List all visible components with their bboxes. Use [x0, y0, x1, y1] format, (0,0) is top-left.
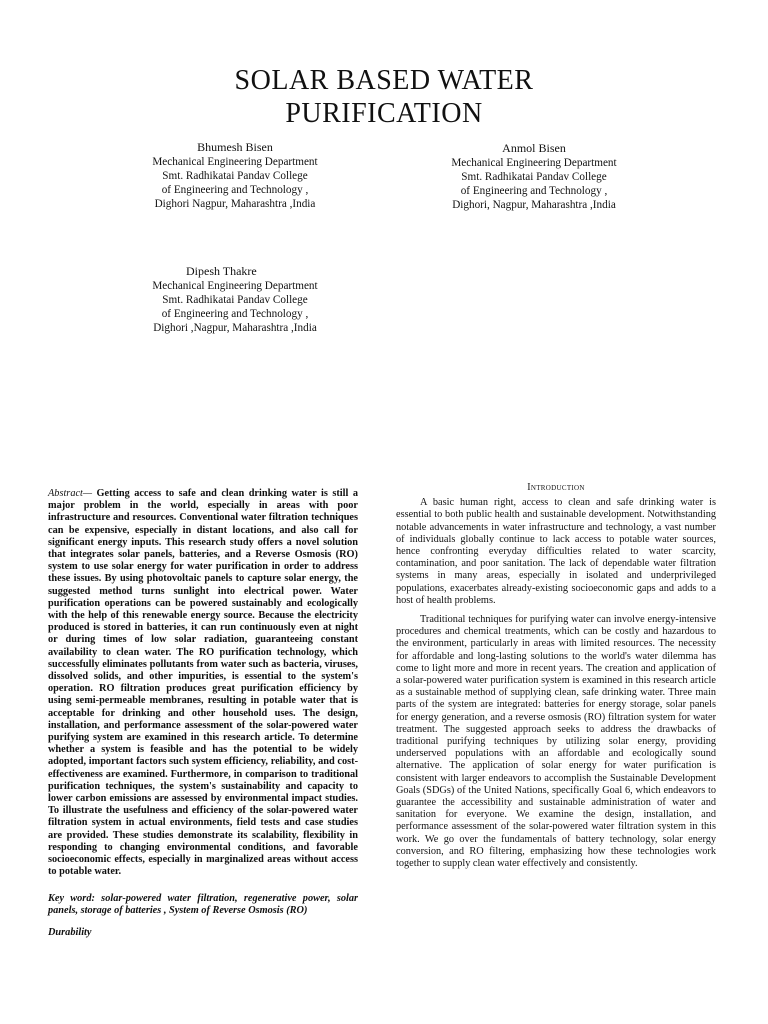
section-heading-introduction: Introduction	[527, 482, 585, 493]
title-line-1: SOLAR BASED WATER	[234, 65, 534, 96]
left-column	[48, 488, 358, 939]
author-block-2	[434, 141, 634, 212]
author-affiliation-line: Smt. Radhikatai Pandav College	[162, 170, 308, 182]
author-block-1	[140, 140, 330, 211]
abstract	[48, 488, 358, 879]
durability-label: Durability	[48, 926, 92, 938]
author-affiliation-line: Mechanical Engineering Department	[451, 157, 617, 169]
title-line-2: PURIFICATION	[285, 98, 483, 129]
abstract-text: Getting access to safe and clean drinking water is still a major problem in the world, especially in areas with poor infrastructure and resources. Conventional water filtration techniques can be expensive, especially in distant locations, and also call for significant energy inputs. This research study offers a novel solution that integrates solar panels, batteries, and a Reverse Osmosis (RO) system to use solar energy for water purification in order to address these issues. By using photovoltaic panels to capture solar energy, the suggested method turns sunlight into electrical power. Water purification operations can be powered sustainably and ecologically with the help of this renewable energy source. Because the electricity produced is stored in batteries, it can run continuously even at night or during times of low solar radiation, guaranteeing constant availability to clean water. The RO purification technology, which successfully eliminates pollutants from water such as bacteria, viruses, dissolved solids, and other impurities, is essential to the system's operation. RO filtration produces great purification efficiency by using semi-permeable membranes, resulting in potable water that is acceptable for drinking and other household uses. The design, installation, and performance assessment of the solar-powered water purifying system are examined in this research article. To determine whether a system is feasible and has the potential to be widely adopted, important factors such system efficiency, reliability, and cost-effectiveness are examined. Furthermore, in comparison to traditional purification techniques, the system's sustainability and capacity to lower carbon emissions are assessed by environmental impact studies. To illustrate the usefulness and efficiency of the solar-powered water filtration system in actual environments, field tests and case studies are provided. These studies demonstrate its scalability, flexibility in responding to changing environmental conditions, and favorable socioeconomic effects, especially in marginalized areas without access to potable water.	[48, 488, 358, 878]
author-name: Dipesh Thakre	[186, 264, 257, 278]
author-affiliation-line: Mechanical Engineering Department	[152, 280, 318, 292]
author-affiliation-line: of Engineering and Technology ,	[161, 184, 309, 196]
author-affiliation-line: Dighori Nagpur, Maharashtra ,India	[154, 198, 316, 210]
author-name: Anmol Bisen	[502, 141, 566, 155]
right-column	[396, 482, 716, 877]
abstract-lead: Abstract—	[48, 488, 93, 499]
author-affiliation-line: Dighori, Nagpur, Maharashtra ,India	[452, 199, 616, 211]
intro-paragraph-1: A basic human right, access to clean and safe drinking water is essential to both public health and sustainable development. Notwithstanding notable advancements in water infrastructure and technology, a vast number of individuals globally continue to lack access to potable water sources, hence confronting everyday difficulties related to water scarcity, contamination, and poor sanitation. The lack of dependable water filtration systems in many areas, especially in isolated and underprivileged populations, exacerbates already-existing socioeconomic gaps and adds to a host of health problems.	[396, 497, 716, 606]
keywords: Key word: solar-powered water filtration, regenerative power, solar panels, storage of batteries , System of Reverse Osmosis (RO)	[48, 892, 358, 916]
paper-title	[0, 64, 768, 130]
author-affiliation-line: of Engineering and Technology ,	[460, 185, 608, 197]
intro-paragraph-2: Traditional techniques for purifying water can involve energy-intensive procedures and chemical treatments, which can be costly and hazardous to the environment, particularly in areas with limited resources. The necessity for affordable and long-lasting solutions to the world's water dilemma has come to light more and more in recent years. The creation and application of a solar-powered water purification system is examined in this research article as a sustainable method of supplying clean, safe drinking water. Three main parts of the system are integrated: batteries for energy storage, solar panels for energy generation, and a reverse osmosis (RO) filtration system for water treatment. The suggested approach seeks to address the drawbacks of traditional purifying techniques by utilizing solar energy, providing underserved populations with an affordable and ecologically sound alternative. The application of solar energy for water purification is consistent with larger endeavors to accomplish the Sustainable Development Goals (SDGs) of the United Nations, specifically Goal 6, which endeavors to guarantee the accessibility and sustainable administration of water and sanitation for everyone. We examine the design, installation, and performance assessment of the solar-powered water filtration system in this work. We go over the fundamentals of battery technology, solar energy conversion, and RO filtering, emphasizing how these technologies work together to supply clean water effectively and consistently.	[396, 614, 716, 870]
author-affiliation-line: Mechanical Engineering Department	[152, 156, 318, 168]
author-affiliation-line: of Engineering and Technology ,	[161, 308, 309, 320]
author-affiliation-line: Smt. Radhikatai Pandav College	[461, 171, 607, 183]
author-block-3	[140, 264, 330, 335]
author-affiliation-line: Dighori ,Nagpur, Maharashtra ,India	[153, 322, 317, 334]
author-name: Bhumesh Bisen	[197, 140, 273, 154]
author-affiliation-line: Smt. Radhikatai Pandav College	[162, 294, 308, 306]
